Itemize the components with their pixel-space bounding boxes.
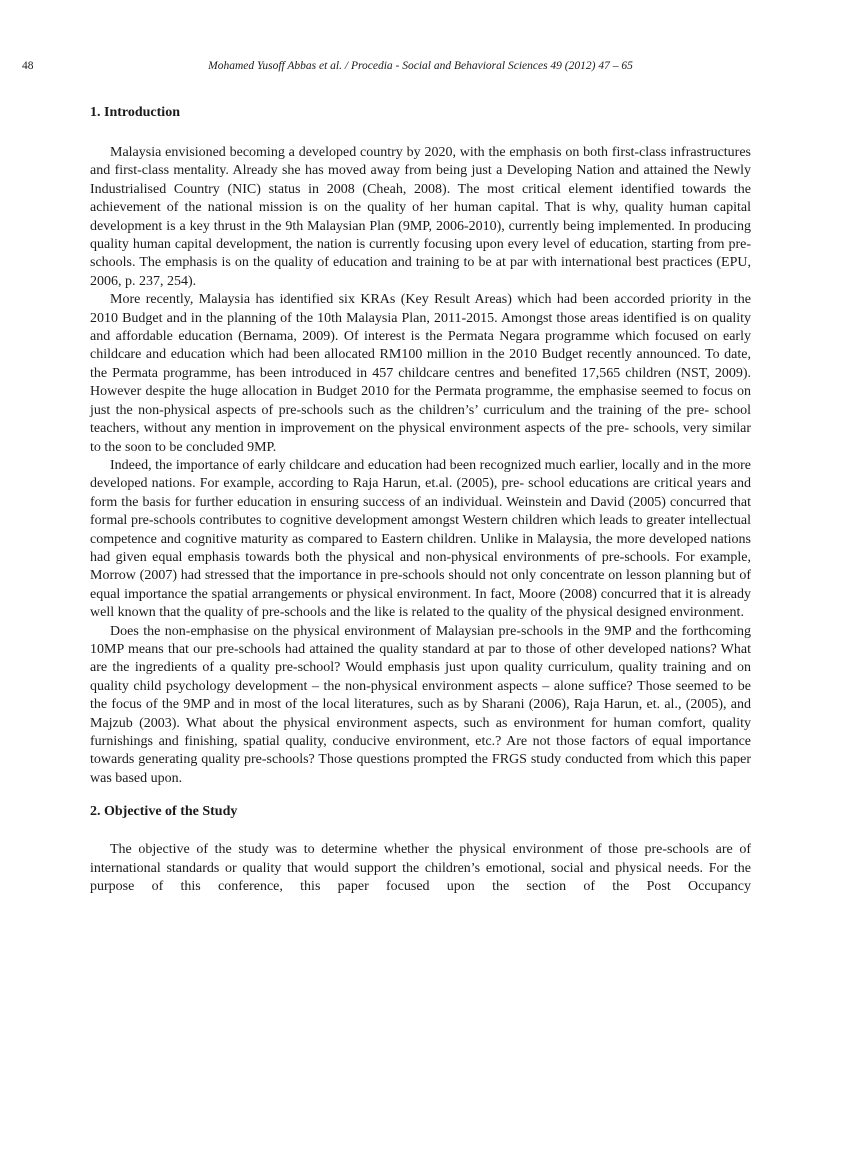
article-body <box>90 104 751 896</box>
paragraph: More recently, Malaysia has identified six KRAs (Key Result Areas) which had been accorded priority in the 2010 Budget and in the planning of the 10th Malaysia Plan, 2011-2015. Amongst those areas identified is on quality and affordable education (Bernama, 2009). Of interest is the Permata Negara programme which focused on early childcare and education which had been allocated RM100 million in the 2010 Budget recently announced. To date, the Permata programme, has been introduced in 457 childcare centres and benefited 17,565 children (NST, 2009). However despite the huge allocation in Budget 2010 for the Permata programme, the emphasise seemed to focus on just the non-physical aspects of pre-schools such as the children’s’ curriculum and the training of the pre- school teachers, without any mention in improvement on the physical environment aspects of the pre- schools, very similar to the soon to be concluded 9MP. <box>90 292 751 455</box>
paragraph: Malaysia envisioned becoming a developed country by 2020, with the emphasis on both first-class infrastructures and first-class mentality. Already she has moved away from being just a Developing Nation and attained the Newly Industrialised Country (NIC) status in 2008 (Cheah, 2008). The most critical element identified towards the achievement of the national mission is on the quality of her human capital. That is why, quality human capital development is a key thrust in the 9th Malaysian Plan (9MP, 2006-2010), currently being implemented. In producing quality human capital development, the nation is currently focusing upon every level of education, starting from pre- schools. The emphasis is on the quality of education and training to be at par with international best practices (EPU, 2006, p. 237, 254). <box>90 145 751 289</box>
paragraph: Indeed, the importance of early childcare and education had been recognized much earlier, locally and in the more developed nations. For example, according to Raja Harun, et.al. (2005), pre- school educations are critical years and form the basis for further education in ensuring success of an individual. Weinstein and David (2005) concurred that formal pre-schools contributes to cognitive development amongst Western children which leads to greater intellectual competence and cognitive maturity as compared to Eastern children. Unlike in Malaysia, the more developed nations had given equal emphasis towards both the physical and non-physical environments of pre-schools. For example, Morrow (2007) had stressed that the importance in pre-schools should not only concentrate on lesson planning but of equal importance the spatial arrangements or physical environment. In fact, Moore (2008) concurred that it is already well known that the quality of pre-schools and the like is related to the quality of the physical designed environment. <box>90 457 751 621</box>
paragraph: The objective of the study was to determine whether the physical environment of those pre-schools are of international standards or quality that would support the children’s emotional, social and physical needs. For the purpose of this conference, this paper focused upon the section of the Post Occupancy <box>90 842 751 895</box>
section-heading-introduction: 1. Introduction <box>90 105 180 120</box>
page-number: 48 <box>22 60 34 72</box>
paragraph: Does the non-emphasise on the physical environment of Malaysian pre-schools in the 9MP and the forthcoming 10MP means that our pre-schools had attained the quality standard at par to those of other developed nations? What are the ingredients of a quality pre-school? Would emphasis just upon quality curriculum, quality training and on quality child psychology development – the non-physical environment aspects – alone suffice? Those seemed to be the focus of the 9MP and in most of the local literatures, such as by Sharani (2006), Raja Harun, et. al., (2005), and Majzub (2003). What about the physical environment aspects, such as environment for human comfort, quality furnishings and finishing, spatial quality, conducive environment, etc.? Are not those factors of equal importance towards generating quality pre-schools? Those questions prompted the FRGS study conducted from which this paper was based upon. <box>90 623 751 786</box>
running-head: Mohamed Yusoff Abbas et al. / Procedia - Social and Behavioral Sciences 49 (2012) 47 – 65 <box>208 60 633 72</box>
section-heading-objective: 2. Objective of the Study <box>90 804 238 820</box>
